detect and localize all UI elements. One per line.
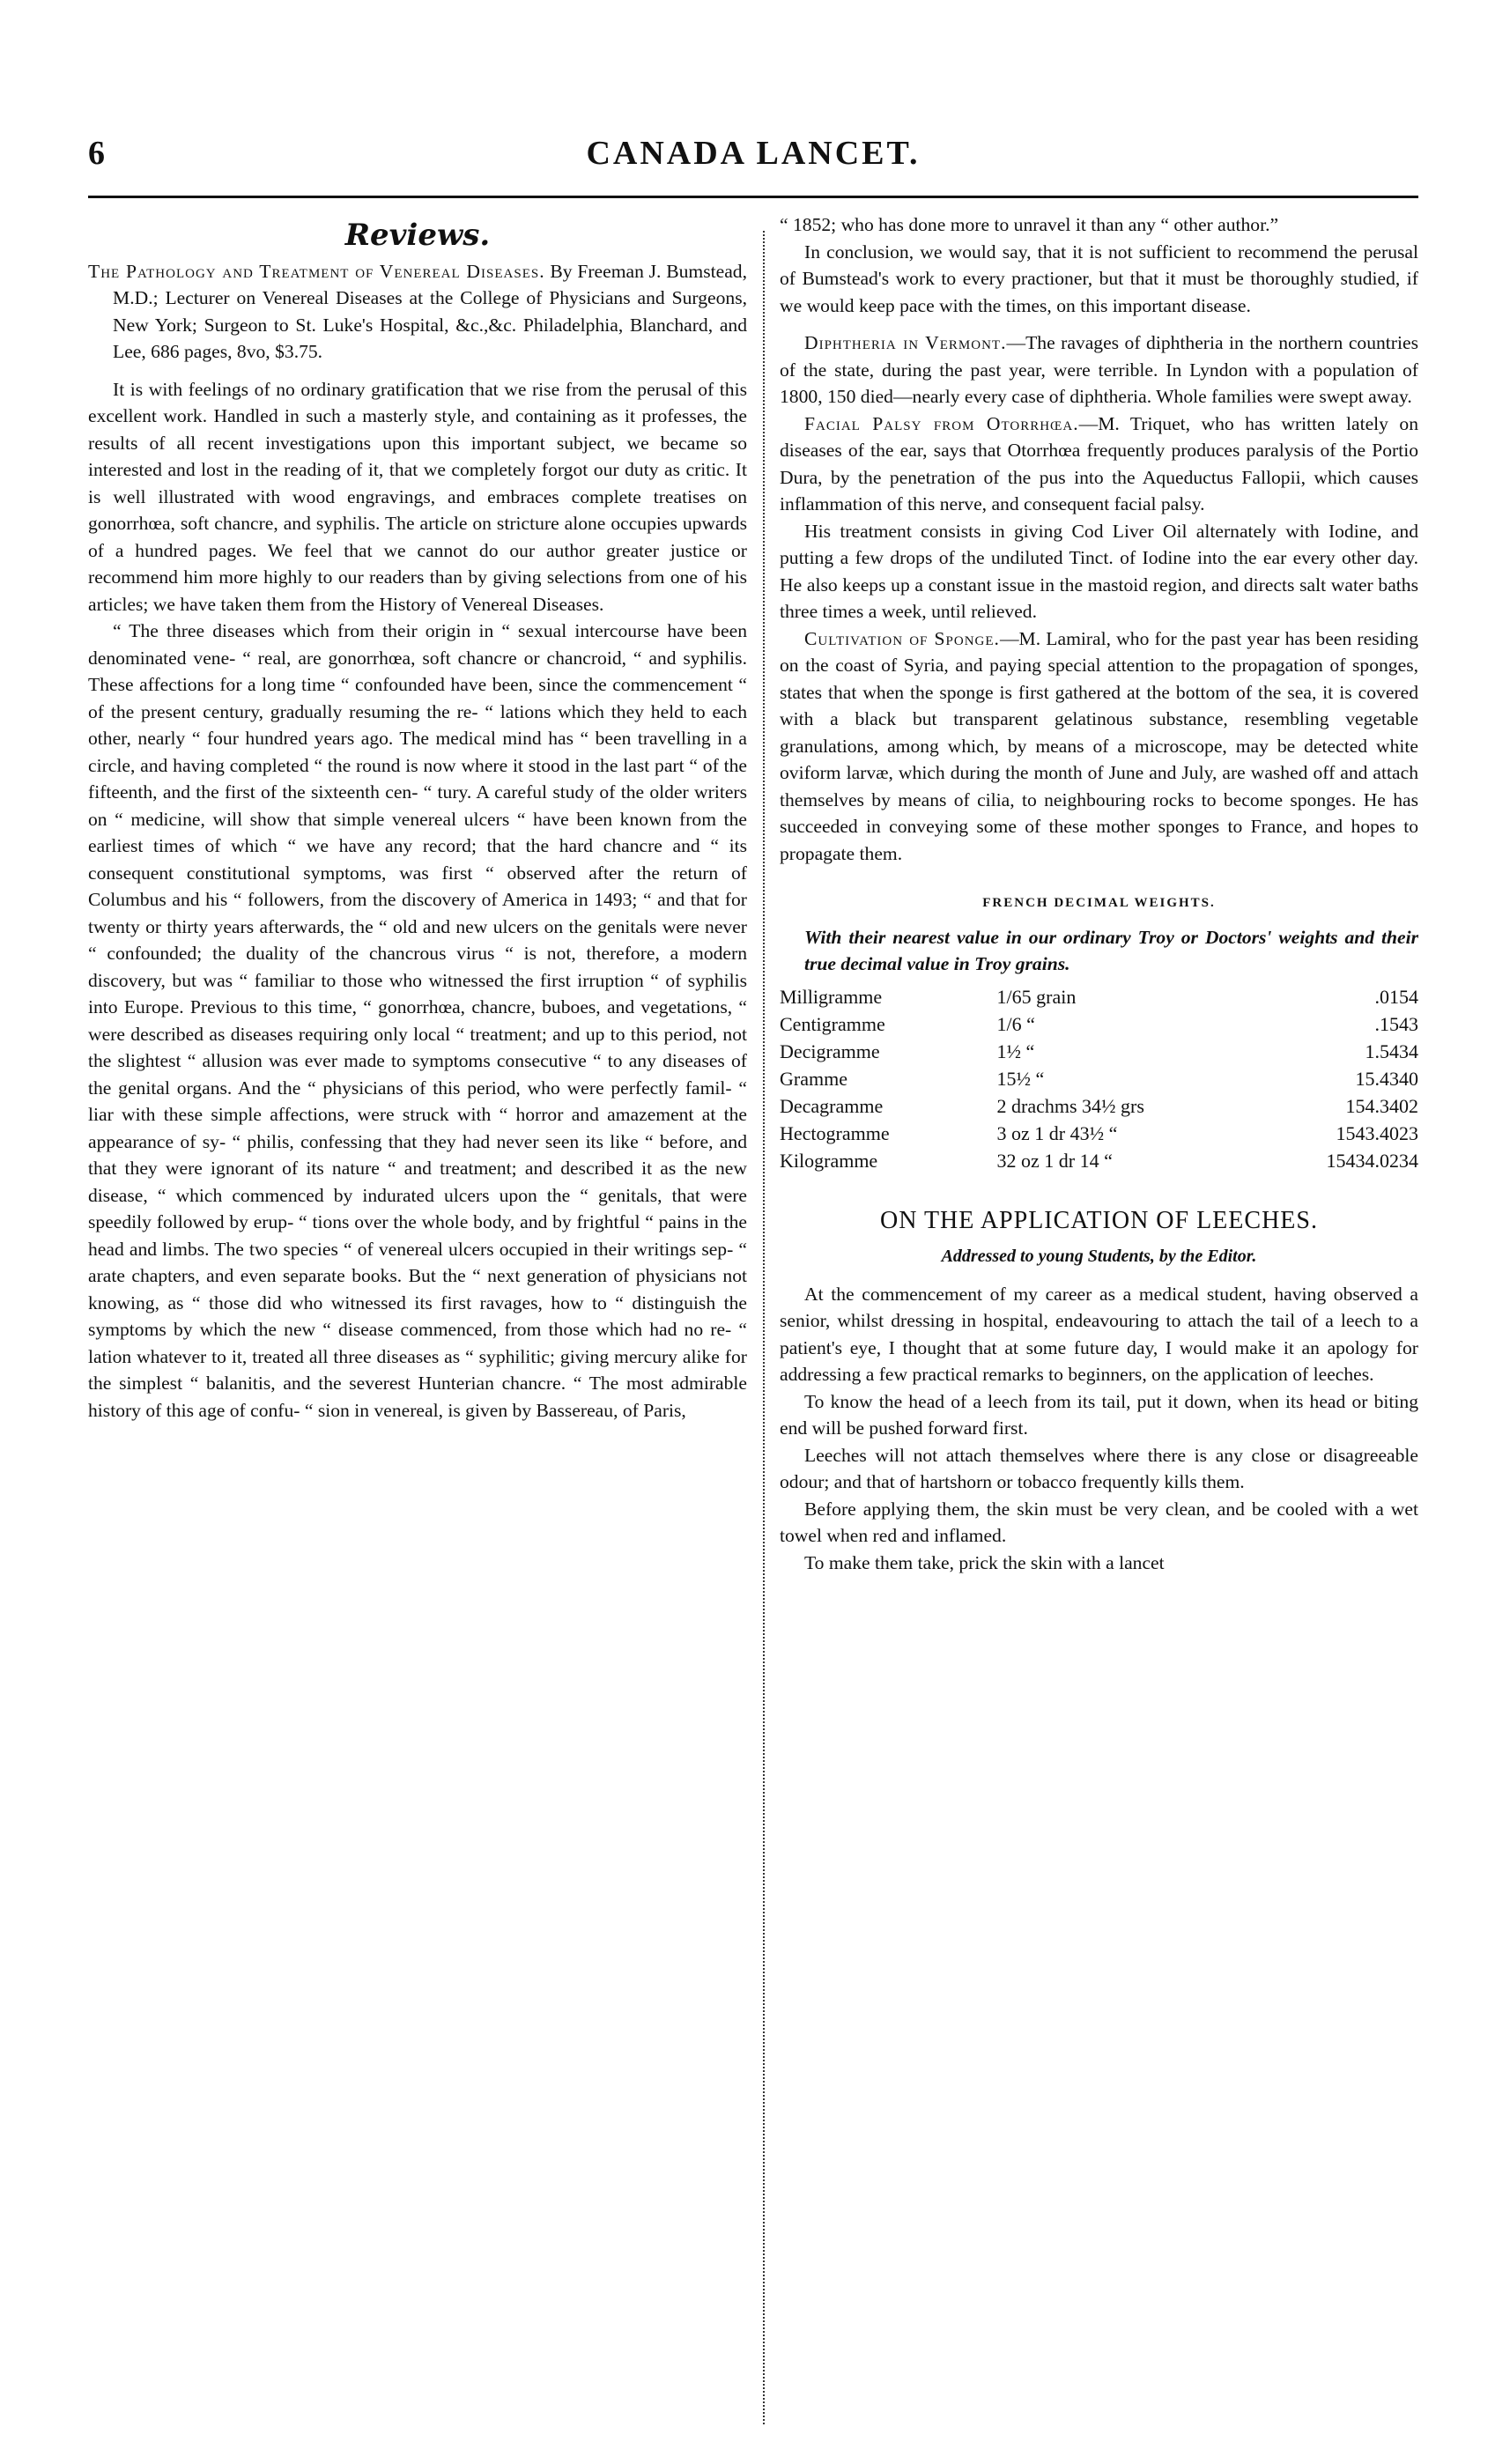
weight-troy-value: 15½ “ (996, 1067, 1045, 1090)
diphtheria-note (780, 329, 1418, 411)
article-byline: Addressed to young Students, by the Editor. (941, 1247, 1257, 1266)
weights-row (780, 1092, 1418, 1120)
weights-row (780, 1065, 1418, 1092)
weight-troy-value: 1/6 “ (996, 1012, 1035, 1035)
weights-row (780, 1010, 1418, 1038)
weight-name: Hectogramme (780, 1121, 890, 1144)
review-conclusion: In conclusion, we would say, that it is not sufficient to recommend the perusal of Bumstead's work to every practioner, but that it must be thoroughly studied, if we would keep pace with the times, on this important disease. (780, 240, 1418, 316)
journal-title: CANADA LANCET. (586, 135, 921, 172)
weights-row (780, 983, 1418, 1010)
column-divider (763, 231, 765, 2424)
diphtheria-text: —The ravages of diphtheria in the northern countries of the state, during the past year, were terrible. In Lyndon with a population of 1800, 150 died—nearly every case of diphtheria. Whole families were swept away. (780, 332, 1418, 407)
weights-row (780, 1038, 1418, 1065)
treatment-paragraph: His treatment consists in giving Cod Liver Oil alternately with Iodine, and putting a few drops of the undiluted Tinct. of Iodine into the ear every other day. He also keeps up a constant issue in the mastoid region, and directs salt water baths three times a week, until relieved. (780, 520, 1418, 622)
article-paragraph: At the commencement of my career as a medical student, having observed a senior, whilst dressing in hospital, endeavouring to attach the tail of a leech to a patient's eye, I thought that at some future day, I would make it an apology for addressing a few practical remarks to beginners, on the application of leeches. (780, 1283, 1418, 1385)
review-paragraph: It is with feelings of no ordinary gratification that we rise from the perusal of this excellent work. Handled in such a masterly style, and containing as it professes, the results of all recent investigations upon this important subject, we became so interested and lost in the reading of it, that we completely forgot our duty as critic. It is well illustrated with wood engravings, and embraces complete treatises on gonorrhœa, soft chancre, and syphilis. The article on stricture alone occupies upwards of a hundred pages. We feel that we cannot do our author greater justice or recommend him more highly to our readers than by giving selections from one of his articles; we have taken them from the History of Venereal Diseases. (88, 378, 747, 615)
weight-decimal-value: 1.5434 (1365, 1040, 1418, 1062)
review-quotation: “ The three diseases which from their origin in “ sexual intercourse have been denominated vene- “ real, are gonorrhœa, soft chancre or chancroid, “ and syphilis. These affections for a long time “ confounded have been, since the commencement “ of the present century, gradually resuming the re- “ lations which they held to each other, nearly “ four hundred years ago. The medical mind has “ been travelling in a circle, and having completed “ the round is now where it stood in the last part “ of the fifteenth, and the first of the sixteenth cen- “ tury. A careful study of the older writers on “ medicine, will show that simple venereal ulcers “ have been known from the earliest times of which “ we have any record; that the hard chancre and “ its consequent constitutional symptoms, was first “ observed after the return of Columbus and his “ followers, from the discovery of America in 1493; “ and that for twenty or thirty years afterwards, the “ old and new ulcers on the genitals were never “ confounded; the duality of the chancrous virus “ is not, therefore, a modern discovery, but was “ familiar to those who witnessed the first irruption “ of syphilis into Europe. Previous to this time, “ gonorrhœa, chancre, buboes, and vegetations, “ were described as diseases requiring only local “ treatment; and up to this period, not the slightest “ allusion was ever made to symptoms consecutive “ to any diseases of the genital organs. And the “ physicians of this period, who were perfectly famil- “ liar with these simple affections, were struck with “ horror and amazement at the appearance of sy- “ philis, confessing that they had never seen its like “ before, and that they were ignorant of its nature “ and treatment; and described it as the new disease, “ which commenced by indurated ulcers upon the “ genitals, that were speedily followed by erup- “ tions over the whole body, and by frightful “ pains in the head and limbs. The two species “ of venereal ulcers occupied in their writings sep- “ arate chapters, and even separate books. But the “ next generation of physicians not knowing, as “ those did who witnessed its first ravages, how to “ distinguish the symptoms by which the new “ disease commenced, from those which had no re- “ lation whatever to it, treated all three diseases as “ syphilitic; giving mercury alike for the simplest “ balanitis, and the severest Hunterian chancre. “ The most admirable history of this age of confu- “ sion in venereal, is given by Bassereau, of Paris, (88, 620, 747, 1421)
weight-decimal-value: 1543.4023 (1336, 1121, 1418, 1144)
weight-decimal-value: .1543 (1374, 1012, 1418, 1035)
weight-troy-value: 2 drachms 34½ grs (996, 1094, 1144, 1117)
weight-troy-value: 32 oz 1 dr 14 “ (996, 1149, 1113, 1172)
weight-name: Kilogramme (780, 1149, 878, 1172)
facial-palsy-heading: Facial Palsy from Otorrhœa. (804, 412, 1079, 434)
quote-continuation: “ 1852; who has done more to unravel it than any “ other author.” (780, 214, 1279, 235)
facial-palsy-text: —M. Triquet, who has written lately on diseases of the ear, says that Otorrhœa frequently produces paralysis of the Portio Dura, by the penetration of the pus into the Aqueductus Fallopii, which causes inflammation of this nerve, and consequent facial palsy. (780, 412, 1418, 514)
weight-decimal-value: 15434.0234 (1326, 1149, 1418, 1172)
review-heading-lead: The Pathology and Treatment of Venereal Diseases. (88, 260, 545, 282)
facial-palsy-note (780, 411, 1418, 518)
weight-name: Gramme (780, 1067, 847, 1090)
weights-caption: With their nearest value in our ordinary Troy or Doctors' weights and their true decimal value in Troy grains. (804, 926, 1418, 974)
weights-title: FRENCH DECIMAL WEIGHTS. (982, 896, 1216, 910)
weight-troy-value: 3 oz 1 dr 43½ “ (996, 1121, 1118, 1144)
page-number: 6 (88, 135, 105, 172)
left-column (88, 211, 747, 1424)
header-rule (88, 196, 1418, 198)
article-title: ON THE APPLICATION OF LEECHES. (880, 1206, 1318, 1234)
article-paragraph: Leeches will not attach themselves where there is any close or disagreeable odour; and that of hartshorn or tobacco frequently kills them. (780, 1444, 1418, 1492)
weight-decimal-value: 154.3402 (1345, 1094, 1418, 1117)
weights-row (780, 1120, 1418, 1147)
section-title: Reviews. (344, 218, 491, 253)
sponge-heading: Cultivation of Sponge. (804, 627, 1000, 649)
weight-troy-value: 1½ “ (996, 1040, 1035, 1062)
page-header (88, 134, 1418, 178)
weight-name: Centigramme (780, 1012, 885, 1035)
sponge-text: —M. Lamiral, who for the past year has been residing on the coast of Syria, and paying special attention to the propagation of sponges, states that when the sponge is first gathered at the bottom of the sea, it is covered with a black but transparent gelatinous substance, resembling vegetable granulations, among which, by means of a microscope, may be detected white oviform larvæ, which during the month of June and July, are washed off and attach themselves by means of cilia, to neighbouring rocks to become sponges. He has succeeded in conveying some of these mother sponges to France, and hopes to propagate them. (780, 627, 1419, 864)
right-column (780, 211, 1418, 1576)
diphtheria-heading: Diphtheria in Vermont. (804, 332, 1007, 353)
weight-decimal-value: 15.4340 (1355, 1067, 1418, 1090)
article-paragraph: Before applying them, the skin must be very clean, and be cooled with a wet towel when red and inflamed. (780, 1498, 1418, 1546)
weight-name: Milligramme (780, 985, 883, 1008)
review-heading (88, 258, 747, 366)
weight-name: Decigramme (780, 1040, 880, 1062)
weight-decimal-value: .0154 (1374, 985, 1418, 1008)
weights-table (780, 983, 1418, 1174)
weight-troy-value: 1/65 grain (996, 985, 1077, 1008)
weights-row (780, 1147, 1418, 1174)
sponge-note (780, 625, 1418, 868)
review-heading-details: By Freeman J. Bumstead, M.D.; Lecturer on Venereal Diseases at the College of Physicians and Surgeons, New York; Surgeon to St. Luke's Hospital, &c.,&c. Philadelphia, Blanchard, and Lee, 686 pages, 8vo, $3.75. (113, 260, 747, 362)
article-paragraph: To make them take, prick the skin with a lancet (804, 1551, 1165, 1573)
weight-name: Decagramme (780, 1094, 884, 1117)
article-paragraph: To know the head of a leech from its tail, put it down, when its head or biting end will be pushed forward first. (780, 1390, 1418, 1439)
